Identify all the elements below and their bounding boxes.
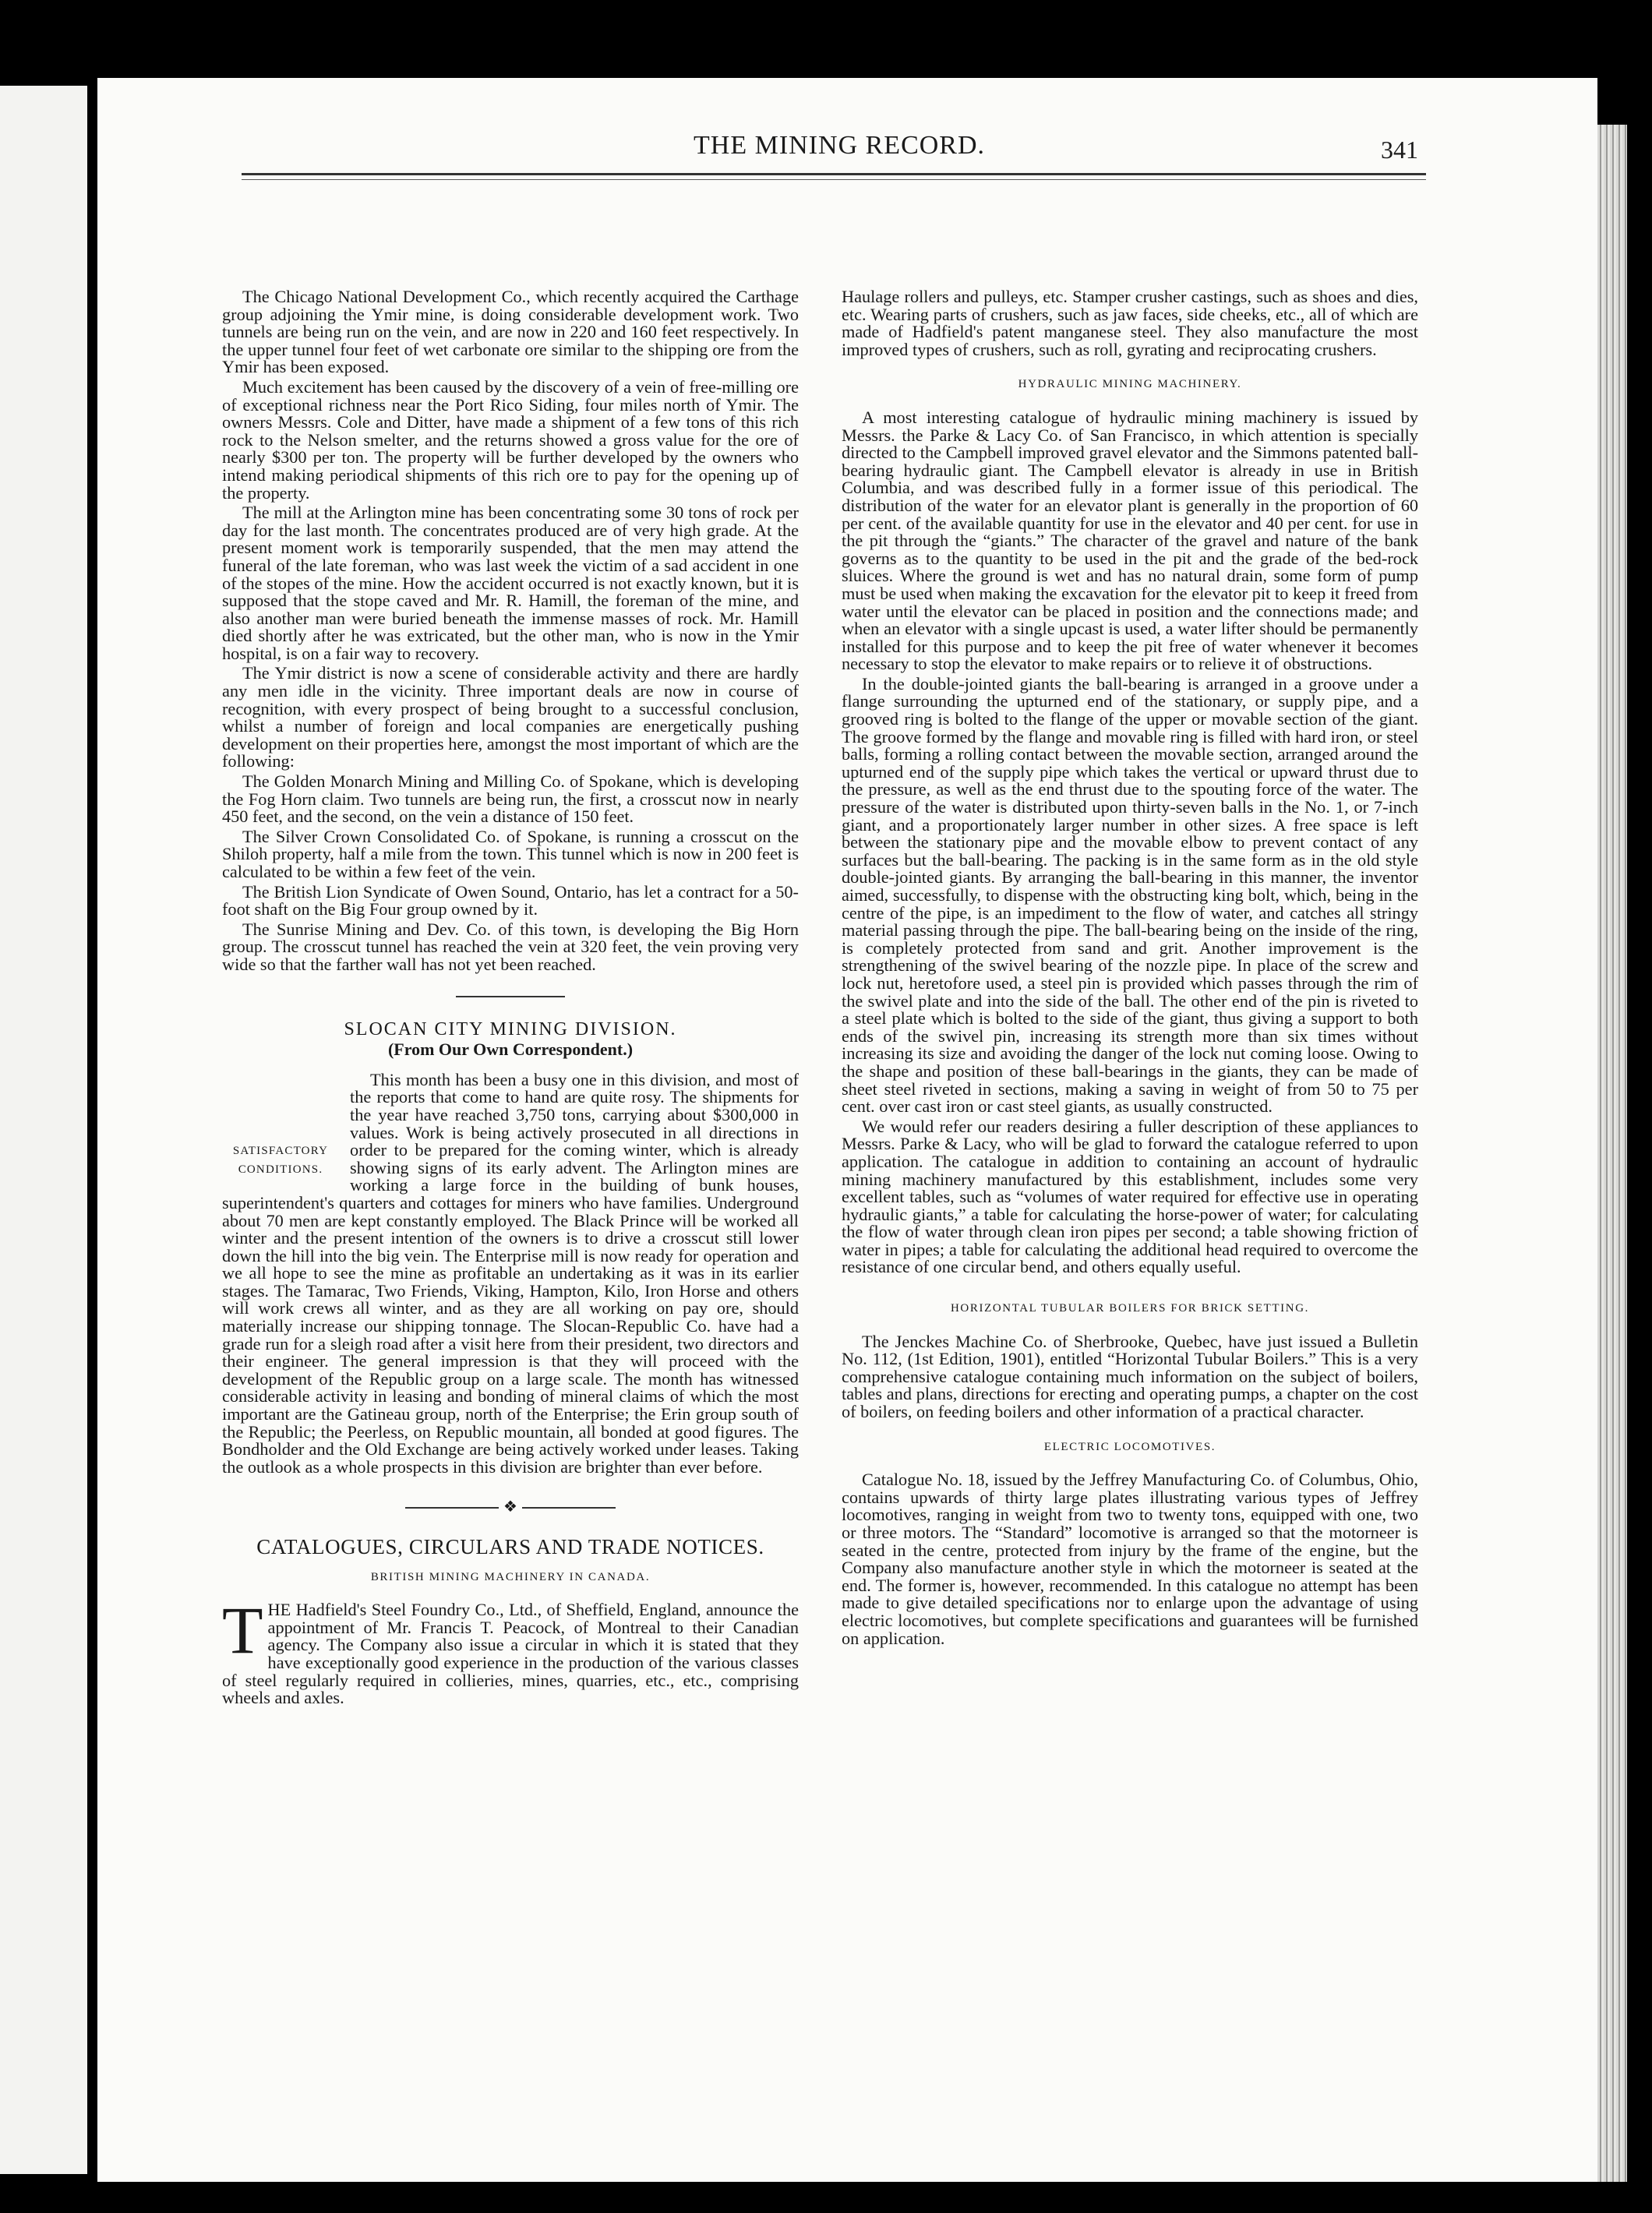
paragraph: The Jenckes Machine Co. of Sherbrooke, Quebec, have just issued a Bulletin No. 112, (1st Edition, 1901), entitled “Horizontal Tubular Boilers.” This is a very comprehensive catalogue containing much information on the subject of boilers, tables and plans, directions for erecting and operating pumps, a chapter on the cost of boilers, on feeding boilers and other information of a practical character. — [842, 1331, 1418, 1422]
paragraph: The mill at the Arlington mine has been concentrating some 30 tons of rock per day for the last month. The concentrates produced are of very high grade. At the present moment work is temporarily suspended, that the men may attend the funeral of the late foreman, who was last week the victim of a sad accident in one of the stopes of the mine. How the accident occurred is not exactly known, but it is supposed that the stope caved and Mr. R. Hamill, the foreman of the mine, and also another man were buried beneath the immense masses of rock. Mr. Hamill died shortly after he was extricated, but the other man, who is now in the Ymir hospital, is on a fair way to recovery. — [222, 503, 799, 663]
page-stack-edge — [1597, 125, 1627, 2182]
ornament-icon: ❖ — [503, 1498, 517, 1516]
sub-heading: ELECTRIC LOCOMOTIVES. — [1043, 1440, 1216, 1453]
section-divider — [456, 996, 565, 997]
paragraph — [222, 1593, 799, 1708]
paragraph: This month has been a busy one in this division, and most of the reports that come to hand are quite rosy. The shipments for the year have reached 3,750 tons, carrying about $300,000 in values. Work is being actively prosecuted in all directions in order to be prepared for the coming winter, which is already showing signs of its early advent. The Arlington mines are working a large force in the building of bunk houses, superintendent's quarters and cottages for miners who have families. Underground about 70 men are kept constantly employed. The Black Prince will be worked all winter and the present intention of the owners is to drive a crosscut still lower down the hill into the big vein. The Enterprise mill is now ready for operation and we all hope to see the mine as profitable an undertaking as it was in its earlier stages. The Tamarac, Two Friends, Viking, Hampton, Kilo, Iron Horse and others will work crews all winter, and as they are all working on pay ore, should materially increase our shipping tonnage. The Slocan-Republic Co. have had a grade run for a sleigh road after a visit here from their president, two directors and their engineer. The general impression is that they will proceed with the development of the Republic group on a large scale. The month has witnessed considerable activity in leasing and bonding of mineral claims of which the most important are the Gatineau group, north of the Enterprise; the Erin group south of the Republic; the Peerless, on Republic mountain, all bonded at good figures. The Bondholder and the Old Exchange are being actively worked under leases. Taking the outlook as a whole prospects in this division are brighter than ever before. — [222, 1071, 799, 1477]
running-title: THE MINING RECORD. — [694, 131, 986, 160]
paragraph-text: Hadfield's Steel Foundry Co., Ltd., of Sheffield, England, announce the appointment of Mr. Francis T. Peacock, of Montreal to their Canadian agency. The Company also issue a circular in which it is stated that they have exceptionally good experience in the production of the various classes of steel regularly required in collieries, mines, quarries, etc., etc., comprising wheels and axles. — [222, 1600, 799, 1708]
header-rule — [242, 173, 1426, 175]
paragraph: The Silver Crown Consolidated Co. of Spokane, is running a crosscut on the Shiloh property, half a mile from the town. This tunnel which is now in 200 feet is calculated to be within a few feet of the vein. — [222, 826, 799, 881]
paragraph: The Chicago National Development Co., which recently acquired the Carthage group adjoining the Ymir mine, is doing considerable development work. Two tunnels are being run on the vein, and are now in 220 and 160 feet respectively. In the upper tunnel four feet of wet carbonate ore similar to the shipping ore from the Ymir has been exposed. — [222, 287, 799, 377]
paragraph: The British Lion Syndicate of Owen Sound, Ontario, has let a contract for a 50-foot shaft on the Big Four group owned by it. — [222, 881, 799, 919]
ornament-line — [522, 1507, 616, 1509]
paragraph: The Sunrise Mining and Dev. Co. of this town, is developing the Big Horn group. The crosscut tunnel has reached the vein at 320 feet, the vein proving very wide so that the farther wall has not yet been reached. — [222, 919, 799, 974]
header-rule-thin — [242, 179, 1426, 180]
sub-heading: BRITISH MINING MACHINERY IN CANADA. — [370, 1570, 651, 1583]
facing-page-edge — [0, 86, 87, 2174]
paragraph: A most interesting catalogue of hydraulic mining machinery is issued by Messrs. the Parke & Lacy Co. of San Francisco, in which attention is specially directed to the Campbell improved gravel elevator and the Simmons patented ball-bearing hydraulic giant. The Campbell elevator is already in use in British Columbia, and was described fully in a former issue of this periodical. The distribution of the water for an elevator plant is generally in the proportion of 60 per cent. of the available quantity for use in the elevator and 40 per cent. for use in the pit through the “giants.” The character of the gravel and nature of the bank governs as to the quantity to be used in the pit and the grade of the bed-rock sluices. Where the ground is wet and has no natural drain, some form of pump must be used when making the excavation for the elevator pit to keep it freed from water until the elevator can be placed in position and the connections made; and when an elevator with a single upcast is used, a water lifter should be permanently installed for this purpose and to keep the pit free of water whenever it becomes necessary to stop the elevator to make repairs or to relieve it of obstructions. — [842, 407, 1418, 674]
ornamental-divider — [222, 1498, 799, 1516]
page-header — [242, 131, 1426, 178]
paragraph: Much excitement has been caused by the discovery of a vein of free-milling ore of exceptional richness near the Port Rico Siding, four miles north of Ymir. The owners Messrs. Cole and Ditter, have made a shipment of a few tons of this rich rock to the Nelson smelter, and the returns showed a gross value for the ore of nearly $300 per ton. The property will be further developed by the owners who intend making periodical shipments of this rich ore to pay for the opening up of the property. — [222, 376, 799, 503]
sub-heading: HORIZONTAL TUBULAR BOILERS FOR BRICK SETTING. — [951, 1302, 1309, 1315]
page-number: 341 — [1381, 136, 1418, 164]
side-note — [222, 1142, 339, 1179]
section-subtitle: (From Our Own Correspondent.) — [387, 1039, 634, 1060]
side-note-line: CONDITIONS. — [238, 1163, 323, 1176]
first-word: HE — [267, 1600, 291, 1620]
paragraph: Catalogue No. 18, issued by the Jeffrey Manufacturing Co. of Columbus, Ohio, contains upwards of thirty large plates illustrating various types of Jeffrey locomotives, ranging in weight from two to twenty tons, equipped with one, two or three motors. The “Standard” locomotive is arranged so that the motorneer is seated in the centre, protected from injury by the frame of the engine, but the Company also manufacture another style in which the motorneer is seated at the end. The former is, however, recommended. In this catalogue no attempt has been made to give detailed specifications nor to enlarge upon the advantage of using electric locomotives, but complete specifications and guarantees will be furnished on application. — [842, 1470, 1418, 1648]
left-column — [222, 288, 799, 1710]
ornament-line — [405, 1507, 499, 1509]
side-note-line: SATISFACTORY — [232, 1144, 329, 1157]
right-column — [842, 288, 1418, 1650]
drop-cap: T — [222, 1593, 263, 1668]
paragraph: We would refer our readers desiring a fuller description of these appliances to Messrs. Parke & Lacy, who will be glad to forward the catalogue referred to upon application. The catalogue in addition to containing an account of hydraulic mining machinery manufactured by this establishment, includes some very excellent tables, such as “volumes of water required for effective use in operating hydraulic giants,” a table for calculating the horse-power of water; for calculating the flow of water through clean iron pipes per second; a table showing friction of water in pipes; a table for calculating the additional head required to overcome the resistance of one circular bend, and others equally useful. — [842, 1116, 1418, 1277]
section-title: CATALOGUES, CIRCULARS AND TRADE NOTICES. — [256, 1535, 764, 1558]
paragraph: The Ymir district is now a scene of considerable activity and there are hardly any men idle in the vicinity. Three important deals are now in course of recognition, with every prospect of being brought to a successful conclusion, whilst a number of foreign and local companies are energetically pushing development on their properties here, amongst the most important of which are the following: — [222, 663, 799, 771]
paragraph: Haulage rollers and pulleys, etc. Stamper crusher castings, such as shoes and dies, etc. Wearing parts of crushers, such as jaw faces, side cheeks, etc., all of which are made of Hadfield's patent manganese steel. They also manufacture the most improved types of crushers, such as roll, gyrating and reciprocating crushers. — [842, 287, 1418, 359]
section-title: SLOCAN CITY MINING DIVISION. — [344, 1018, 677, 1039]
sub-heading: HYDRAULIC MINING MACHINERY. — [1018, 378, 1242, 391]
slocan-report — [222, 1071, 799, 1479]
paragraph: In the double-jointed giants the ball-bearing is arranged in a groove under a flange surrounding the upturned end of the stationary, or supply pipe, and a grooved ring is bolted to the flange of the upper or movable section of the giant. The groove formed by the flange and movable ring is filled with hard iron, or steel balls, forming a rolling contact between the movable section, arranged around the upturned end of the supply pipe which takes the vertical or upward thrust due to the pressure, as well as the end thrust due to the spouting force of the water. The pressure of the water is distributed upon thirty-seven balls in the No. 1, or 7-inch giant, and a proportionately larger number in other sizes. A free space is left between the stationary pipe and the movable elbow to prevent contact of any surfaces but the ball-bearing. The packing is in the same form as in the old style double-jointed giants. By arranging the ball-bearing in this manner, the inventor aimed, successfully, to dispense with the obstructing king bolt, which, being in the centre of the pipe, is an impediment to the flow of water, and catches all stringy material passing through the pipe. The ball-bearing being on the inside of the ring, is completely protected from sand and grit. Another improvement is the strengthening of the swivel bearing of the nozzle pipe. In place of the screw and lock nut, heretofore used, a steel pin is provided which passes through the rim of the swivel plate and into the side of the ball. The other end of the pin is riveted to a steel plate which is bolted to the side of the giant, thus giving a support to both ends of the swivel pin, increasing its strength more than six times without increasing its size and avoiding the danger of the lock nut coming loose. Owing to the shape and position of these ball-bearings in the giants, they can be made of sheet steel riveted in sections, making a saving in weight of from 50 to 75 per cent. over cast iron or cast steel giants, as usually constructed. — [842, 673, 1418, 1117]
paragraph: The Golden Monarch Mining and Milling Co. of Spokane, which is developing the Fog Horn claim. Two tunnels are being run, the first, a crosscut now in nearly 450 feet, and the second, on the vein a distance of 150 feet. — [222, 771, 799, 827]
